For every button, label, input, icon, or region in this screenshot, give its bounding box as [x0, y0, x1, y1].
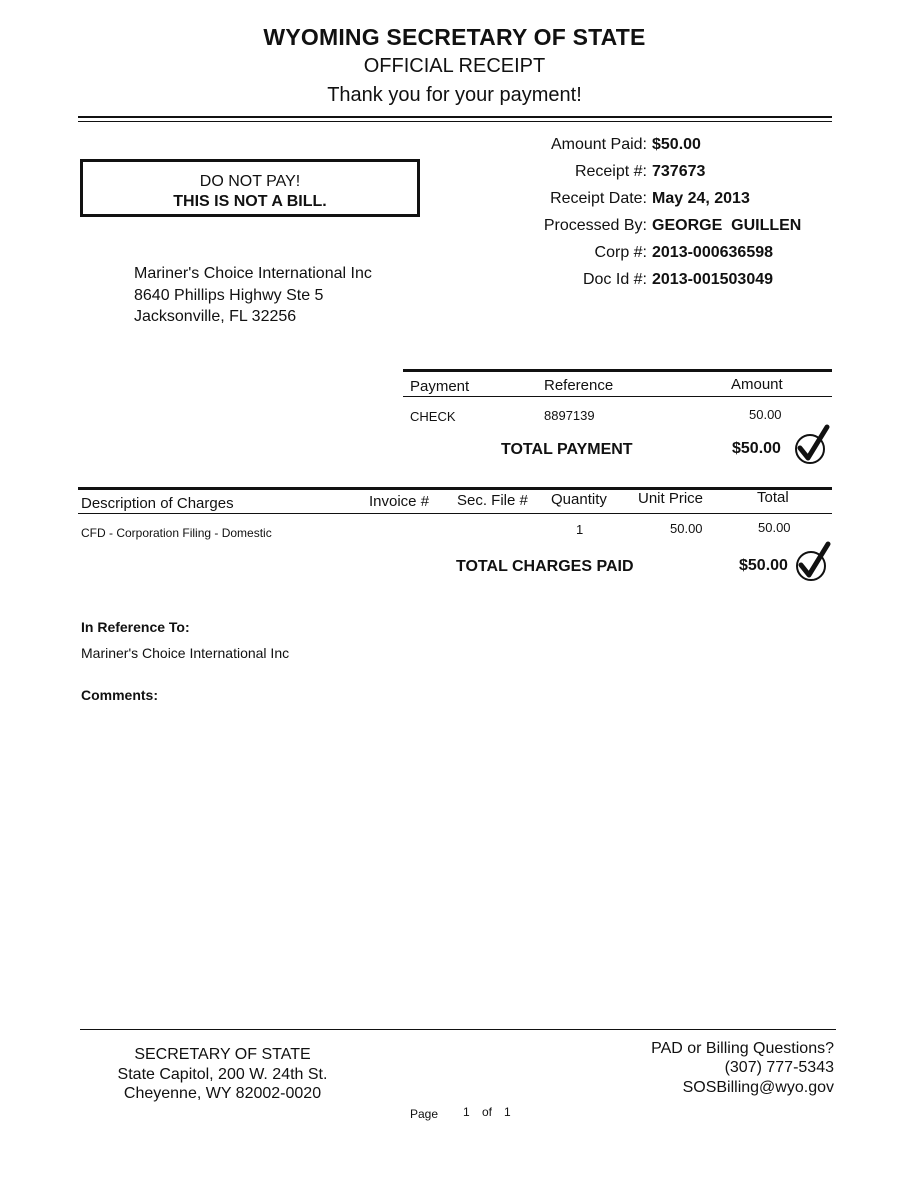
receipt-title: WYOMING SECRETARY OF STATE	[263, 24, 646, 50]
payment-header-rule	[403, 396, 832, 397]
total-charges-value: $50.00	[739, 557, 788, 574]
payment-table-rule	[403, 369, 832, 372]
check-mark-icon	[793, 541, 833, 585]
recipient-city: Jacksonville, FL 32256	[134, 308, 297, 325]
payment-reference: 8897139	[544, 408, 595, 423]
total-payment-value: $50.00	[732, 440, 781, 457]
recipient-name: Mariner's Choice International Inc	[134, 265, 372, 282]
charges-header-rule	[78, 513, 832, 514]
total-charges-label: TOTAL CHARGES PAID	[456, 558, 634, 575]
thank-you-message: Thank you for your payment!	[327, 84, 582, 106]
billing-email: SOSBilling@wyo.gov	[682, 1079, 834, 1096]
payment-col-header: Payment	[410, 378, 470, 395]
quantity-col-header: Quantity	[551, 491, 607, 508]
sec-file-col-header: Sec. File #	[457, 492, 528, 509]
reference-col-header: Reference	[544, 377, 614, 394]
total-col-header: Total	[757, 489, 789, 506]
receipt-number-label: Receipt #:	[574, 163, 647, 180]
receipt-date-label: Receipt Date:	[550, 190, 647, 207]
recipient-street: 8640 Phillips Highwy Ste 5	[134, 287, 324, 304]
processed-by-value: GEORGE GUILLEN	[652, 217, 802, 234]
processed-by-label: Processed By:	[543, 217, 647, 234]
footer-city: Cheyenne, WY 82002-0020	[123, 1085, 322, 1102]
header-rule-top	[78, 116, 832, 118]
page-current: 1	[463, 1105, 470, 1119]
page-of: of	[482, 1105, 493, 1119]
invoice-col-header: Invoice #	[369, 493, 430, 510]
charge-description: CFD - Corporation Filing - Domestic	[81, 526, 272, 540]
charge-unit-price: 50.00	[670, 521, 703, 536]
receipt-subtitle: OFFICIAL RECEIPT	[363, 55, 546, 77]
doc-id-value: 2013-001503049	[652, 271, 774, 288]
receipt-date-value: May 24, 2013	[652, 190, 750, 207]
payment-amount: 50.00	[749, 407, 782, 422]
footer-office: SECRETARY OF STATE	[134, 1046, 311, 1063]
charge-total: 50.00	[758, 520, 791, 535]
reference-value: Mariner's Choice International Inc	[81, 645, 290, 661]
billing-phone: (307) 777-5343	[724, 1059, 834, 1076]
footer-rule	[80, 1029, 836, 1030]
doc-id-label: Doc Id #:	[582, 271, 647, 288]
amount-paid-value: $50.00	[652, 136, 701, 153]
comments-label: Comments:	[81, 687, 159, 703]
unit-price-col-header: Unit Price	[638, 490, 704, 507]
payment-method: CHECK	[410, 409, 456, 424]
amount-paid-label: Amount Paid:	[550, 136, 647, 153]
reference-label: In Reference To:	[81, 619, 190, 635]
billing-questions: PAD or Billing Questions?	[651, 1040, 834, 1057]
description-col-header: Description of Charges	[81, 495, 234, 512]
amount-col-header: Amount	[731, 376, 783, 393]
footer-street: State Capitol, 200 W. 24th St.	[117, 1066, 328, 1083]
page-total: 1	[504, 1105, 511, 1119]
check-mark-icon	[792, 424, 832, 468]
total-payment-label: TOTAL PAYMENT	[501, 441, 633, 458]
corp-number-value: 2013-000636598	[652, 244, 774, 261]
corp-number-label: Corp #:	[594, 244, 647, 261]
page-label: Page	[410, 1107, 439, 1121]
charges-table-rule	[78, 487, 832, 490]
charge-quantity: 1	[576, 522, 584, 537]
notice-line-1: DO NOT PAY!	[199, 173, 301, 190]
do-not-pay-notice	[80, 159, 420, 217]
header-rule-bottom	[78, 121, 832, 122]
receipt-number-value: 737673	[652, 163, 706, 180]
notice-line-2: THIS IS NOT A BILL.	[173, 193, 327, 210]
